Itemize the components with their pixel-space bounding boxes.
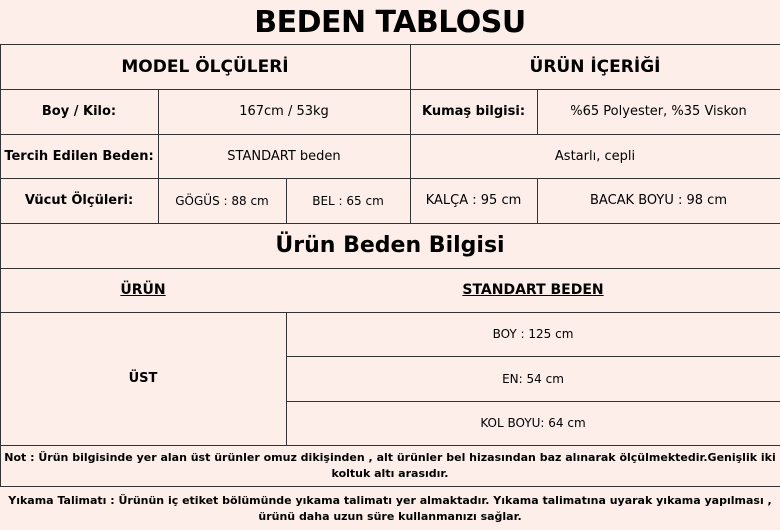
fabric-value: %65 Polyester, %35 Viskon	[570, 104, 747, 119]
model-measurements-header: MODEL ÖLÇÜLERİ	[121, 56, 289, 77]
chest-measurement: GÖGÜS : 88 cm	[175, 193, 269, 208]
inseam-measurement: BACAK BOYU : 98 cm	[589, 193, 727, 208]
size-column-header: STANDART BEDEN	[462, 282, 604, 298]
height-weight-label: Boy / Kilo:	[41, 104, 117, 119]
measurement-note: Not : Ürün bilgisinde yer alan üst ürünler omuz dikişinden , alt ürünler bel hizasından baz alınarak ölçülmektedir.Genişlik iki koltuk altı arasıdır.	[4, 451, 776, 480]
body-measurements-label: Vücut Ölçüleri:	[24, 193, 134, 208]
size-row-width: EN: 54 cm	[502, 371, 564, 386]
waist-measurement: BEL : 65 cm	[312, 193, 384, 208]
preferred-size-label: Tercih Edilen Beden:	[4, 148, 154, 164]
product-name: ÜST	[128, 371, 158, 386]
washing-instructions: Yıkama Talimatı : Ürünün iç etiket bölümünde yıkama talimatı yer almaktadır. Yıkama talimatına uyarak yıkama yapılması , ürünü daha uzun süre kullanmanızı sağlar.	[8, 493, 772, 523]
product-column-header: ÜRÜN	[120, 282, 166, 298]
height-weight-value: 167cm / 53kg	[239, 104, 329, 119]
hip-measurement: KALÇA : 95 cm	[425, 193, 522, 208]
preferred-size-value: STANDART beden	[227, 148, 341, 164]
fabric-label: Kumaş bilgisi:	[421, 104, 526, 119]
size-info-title: Ürün Beden Bilgisi	[275, 233, 505, 258]
page-title: BEDEN TABLOSU	[254, 4, 526, 40]
size-row-sleeve: KOL BOYU: 64 cm	[480, 416, 586, 430]
product-features: Astarlı, cepli	[554, 148, 636, 164]
product-content-header: ÜRÜN İÇERİĞİ	[529, 56, 661, 77]
size-row-length: BOY : 125 cm	[492, 327, 574, 341]
